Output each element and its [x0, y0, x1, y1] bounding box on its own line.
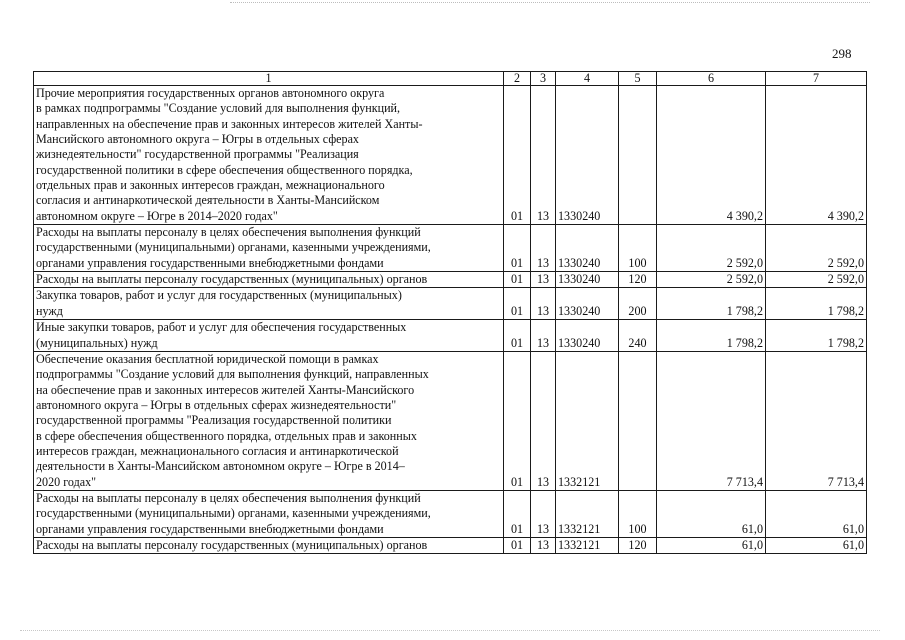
row-expense-type: 200 — [619, 288, 657, 320]
row-subsection-code: 13 — [531, 351, 556, 490]
row-amount-col7: 61,0 — [766, 537, 867, 553]
row-description: Расходы на выплаты персоналу в целях обеспечения выполнения функций государственными (муниципальными) органами, казенными учреждениями, органами управления государственными внебюджетными фондами — [34, 490, 504, 537]
row-description: Обеспечение оказания бесплатной юридической помощи в рамках подпрограммы "Создание условий для выполнения функций, направленных на обеспечение прав и законных интересов жителей Ханты-Мансийского автономного округа – Югры в отдельных сферах жизнедеятельности" государственной программы "Реализация государственной политики в сфере обеспечения общественного порядка, отдельных прав и законных интересов граждан, межнационального согласия и антинаркотической деятельности в Ханты-Мансийском автономном округе – Югре в 2014– 2020 годах" — [34, 351, 504, 490]
table-row — [34, 537, 867, 553]
row-target-article: 1330240 — [556, 320, 619, 352]
row-amount-col7: 2 592,0 — [766, 225, 867, 272]
row-target-article: 1330240 — [556, 272, 619, 288]
row-section-code: 01 — [504, 288, 531, 320]
table-header-row — [34, 72, 867, 86]
row-target-article: 1332121 — [556, 537, 619, 553]
row-amount-col6: 1 798,2 — [657, 320, 766, 352]
row-amount-col6: 1 798,2 — [657, 288, 766, 320]
row-section-code: 01 — [504, 86, 531, 225]
row-expense-type — [619, 351, 657, 490]
row-description: Расходы на выплаты персоналу государственных (муниципальных) органов — [34, 537, 504, 553]
header-cell: 7 — [766, 72, 867, 86]
row-amount-col7: 61,0 — [766, 490, 867, 537]
row-amount-col7: 2 592,0 — [766, 272, 867, 288]
table-row — [34, 272, 867, 288]
row-description: Расходы на выплаты персоналу в целях обеспечения выполнения функций государственными (муниципальными) органами, казенными учреждениями, органами управления государственными внебюджетными фондами — [34, 225, 504, 272]
scan-artifact-top — [230, 2, 870, 5]
row-subsection-code: 13 — [531, 320, 556, 352]
row-target-article: 1330240 — [556, 86, 619, 225]
row-description: Иные закупки товаров, работ и услуг для обеспечения государственных (муниципальных) нужд — [34, 320, 504, 352]
scan-artifact-bottom — [20, 630, 880, 633]
row-section-code: 01 — [504, 351, 531, 490]
row-subsection-code: 13 — [531, 537, 556, 553]
row-expense-type: 240 — [619, 320, 657, 352]
row-amount-col6: 4 390,2 — [657, 86, 766, 225]
row-amount-col7: 1 798,2 — [766, 320, 867, 352]
row-section-code: 01 — [504, 537, 531, 553]
row-subsection-code: 13 — [531, 490, 556, 537]
header-cell: 5 — [619, 72, 657, 86]
row-target-article: 1330240 — [556, 225, 619, 272]
row-amount-col6: 61,0 — [657, 490, 766, 537]
header-cell: 6 — [657, 72, 766, 86]
row-amount-col7: 7 713,4 — [766, 351, 867, 490]
row-amount-col7: 1 798,2 — [766, 288, 867, 320]
row-amount-col6: 7 713,4 — [657, 351, 766, 490]
row-amount-col7: 4 390,2 — [766, 86, 867, 225]
header-cell: 1 — [34, 72, 504, 86]
row-description: Закупка товаров, работ и услуг для государственных (муниципальных) нужд — [34, 288, 504, 320]
page-number: 298 — [832, 46, 852, 61]
row-expense-type: 120 — [619, 272, 657, 288]
row-description: Прочие мероприятия государственных органов автономного округа в рамках подпрограммы "Создание условий для выполнения функций, направленных на обеспечение прав и законных интересов жителей Ханты- Мансийского автономного округа – Югры в отдельных сферах жизнедеятельности" государственной программы "Реализация государственной политики в сфере обеспечения общественного порядка, отдельных прав и законных интересов граждан, межнационального согласия и антинаркотической деятельности в Ханты-Мансийском автономном округе – Югре в 2014–2020 годах" — [34, 86, 504, 225]
table-row — [34, 86, 867, 225]
row-section-code: 01 — [504, 490, 531, 537]
table-row — [34, 490, 867, 537]
row-expense-type: 120 — [619, 537, 657, 553]
row-subsection-code: 13 — [531, 288, 556, 320]
row-section-code: 01 — [504, 320, 531, 352]
row-expense-type: 100 — [619, 225, 657, 272]
row-expense-type: 100 — [619, 490, 657, 537]
header-cell: 4 — [556, 72, 619, 86]
row-subsection-code: 13 — [531, 272, 556, 288]
budget-table — [33, 71, 867, 554]
row-section-code: 01 — [504, 272, 531, 288]
row-description: Расходы на выплаты персоналу государственных (муниципальных) органов — [34, 272, 504, 288]
row-section-code: 01 — [504, 225, 531, 272]
row-amount-col6: 61,0 — [657, 537, 766, 553]
row-subsection-code: 13 — [531, 225, 556, 272]
row-target-article: 1332121 — [556, 351, 619, 490]
row-target-article: 1330240 — [556, 288, 619, 320]
row-amount-col6: 2 592,0 — [657, 225, 766, 272]
row-expense-type — [619, 86, 657, 225]
row-amount-col6: 2 592,0 — [657, 272, 766, 288]
row-target-article: 1332121 — [556, 490, 619, 537]
row-subsection-code: 13 — [531, 86, 556, 225]
header-cell: 2 — [504, 72, 531, 86]
table-row — [34, 225, 867, 272]
table-row — [34, 351, 867, 490]
header-cell: 3 — [531, 72, 556, 86]
table-row — [34, 320, 867, 352]
table-row — [34, 288, 867, 320]
